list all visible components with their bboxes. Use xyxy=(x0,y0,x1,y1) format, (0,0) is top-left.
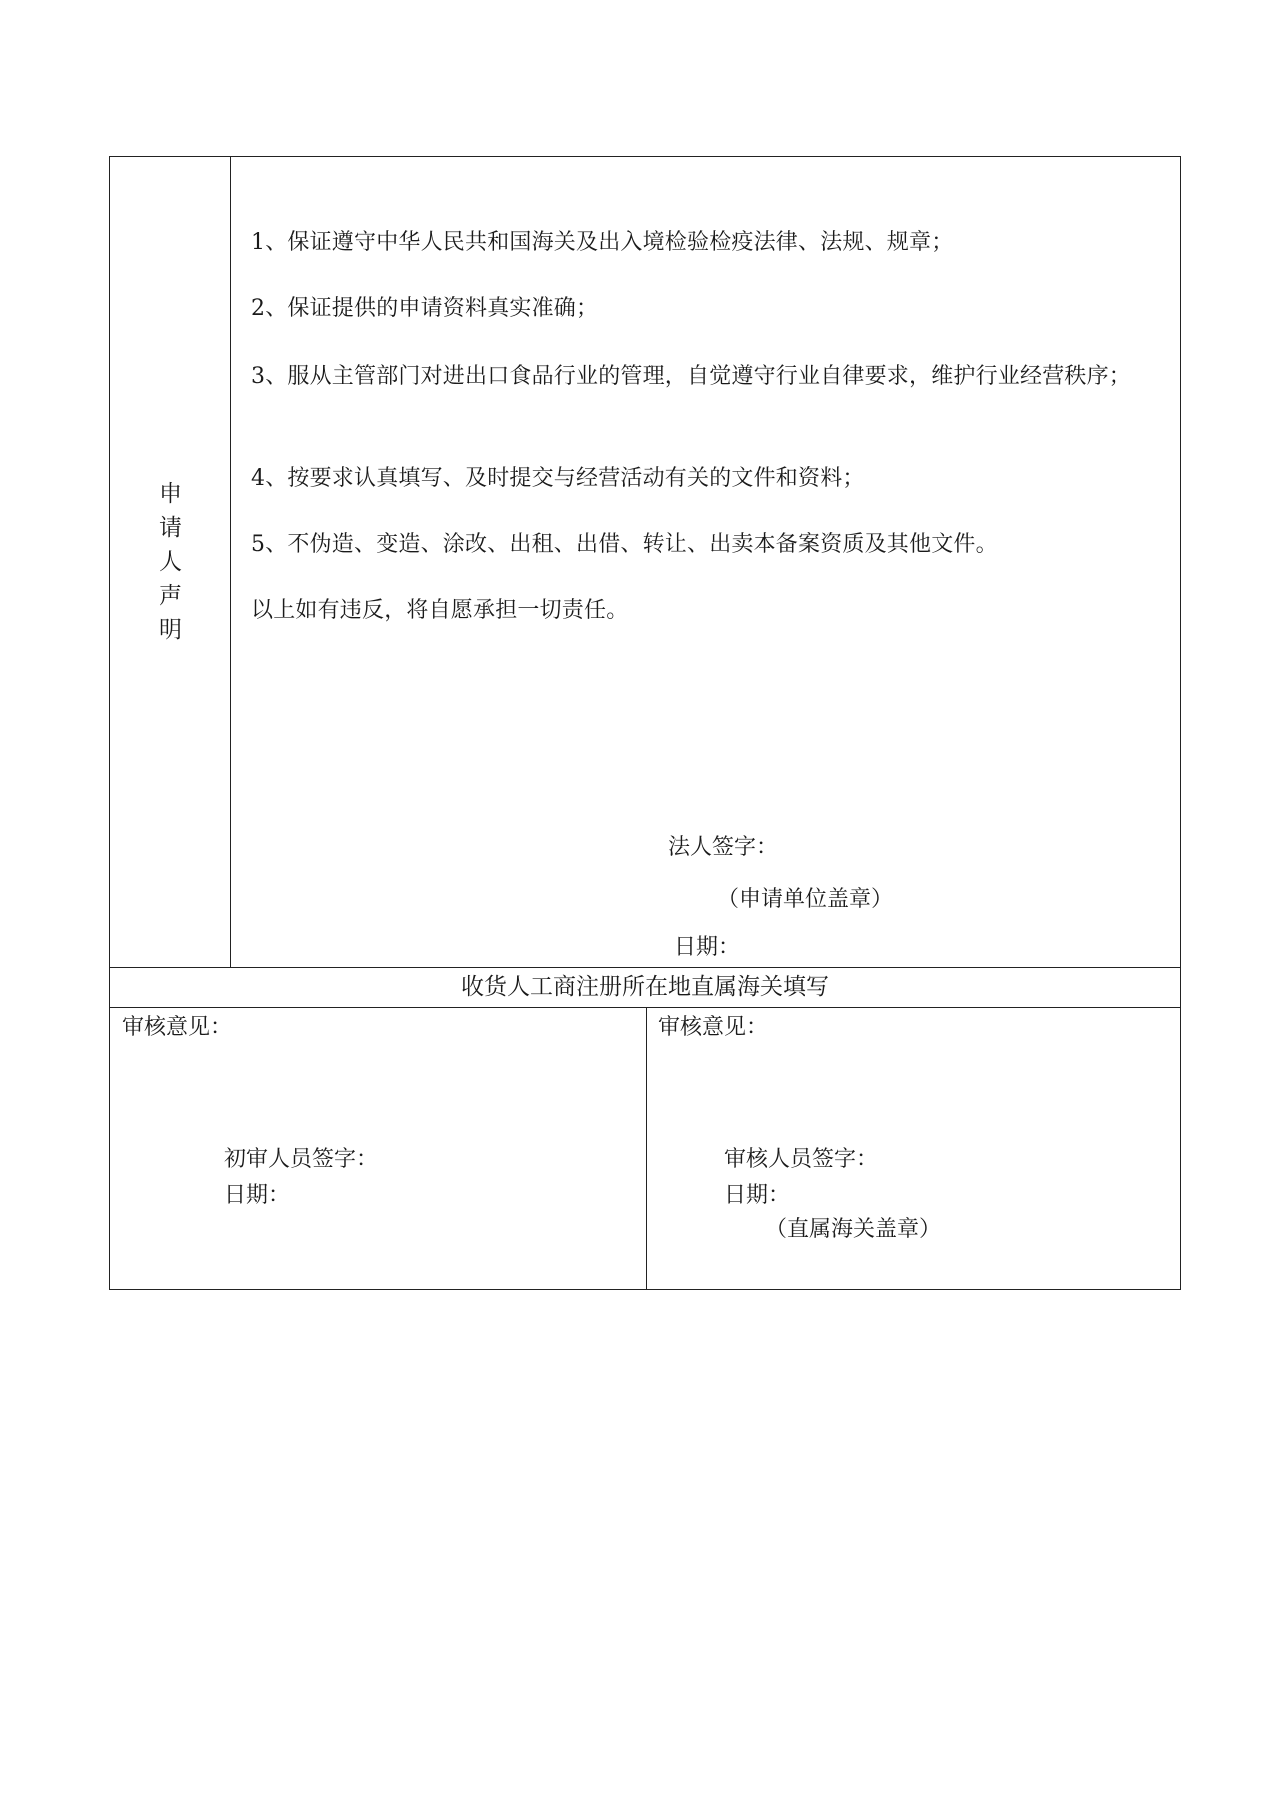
applicant-seal-label: （申请单位盖章） xyxy=(717,887,894,912)
applicant-declaration-label xyxy=(110,477,231,647)
label-char: 请 xyxy=(159,515,182,541)
declaration-item-3: 3、服从主管部门对进出口食品行业的管理，自觉遵守行业自律要求，维护行业经营秩序； xyxy=(251,364,1131,389)
declaration-item-4: 4、按要求认真填写、及时提交与经营活动有关的文件和资料； xyxy=(251,466,865,491)
initial-reviewer-signature-label: 初审人员签字： xyxy=(224,1147,379,1172)
declaration-closing: 以上如有违反，将自愿承担一切责任。 xyxy=(251,598,629,623)
final-review-date-label: 日期： xyxy=(724,1183,791,1208)
declaration-date-label: 日期： xyxy=(674,935,741,960)
declaration-item-1: 1、保证遵守中华人民共和国海关及出入境检验检疫法律、法规、规章； xyxy=(251,230,954,255)
declaration-label-cell xyxy=(110,157,231,967)
initial-review-date-label: 日期： xyxy=(224,1183,291,1208)
legal-signature-label: 法人签字： xyxy=(668,835,779,860)
row-divider xyxy=(110,1007,1180,1008)
label-char: 申 xyxy=(159,481,182,507)
label-char: 明 xyxy=(159,617,182,643)
declaration-content-cell xyxy=(231,157,1180,967)
declaration-item-2: 2、保证提供的申请资料真实准确； xyxy=(251,296,599,321)
label-char: 声 xyxy=(159,583,182,609)
declaration-item-5: 5、不伪造、变造、涂改、出租、出借、转让、出卖本备案资质及其他文件。 xyxy=(251,532,998,557)
reviewer-signature-label: 审核人员签字： xyxy=(724,1147,879,1172)
initial-review-opinion-label: 审核意见： xyxy=(122,1015,233,1040)
final-review-opinion-label: 审核意见： xyxy=(658,1015,769,1040)
customs-seal-label: （直属海关盖章） xyxy=(765,1217,942,1242)
customs-section-title: 收货人工商注册所在地直属海关填写 xyxy=(461,974,829,1000)
label-char: 人 xyxy=(159,549,182,575)
column-divider xyxy=(646,1007,647,1289)
declaration-form-table xyxy=(109,156,1181,1290)
